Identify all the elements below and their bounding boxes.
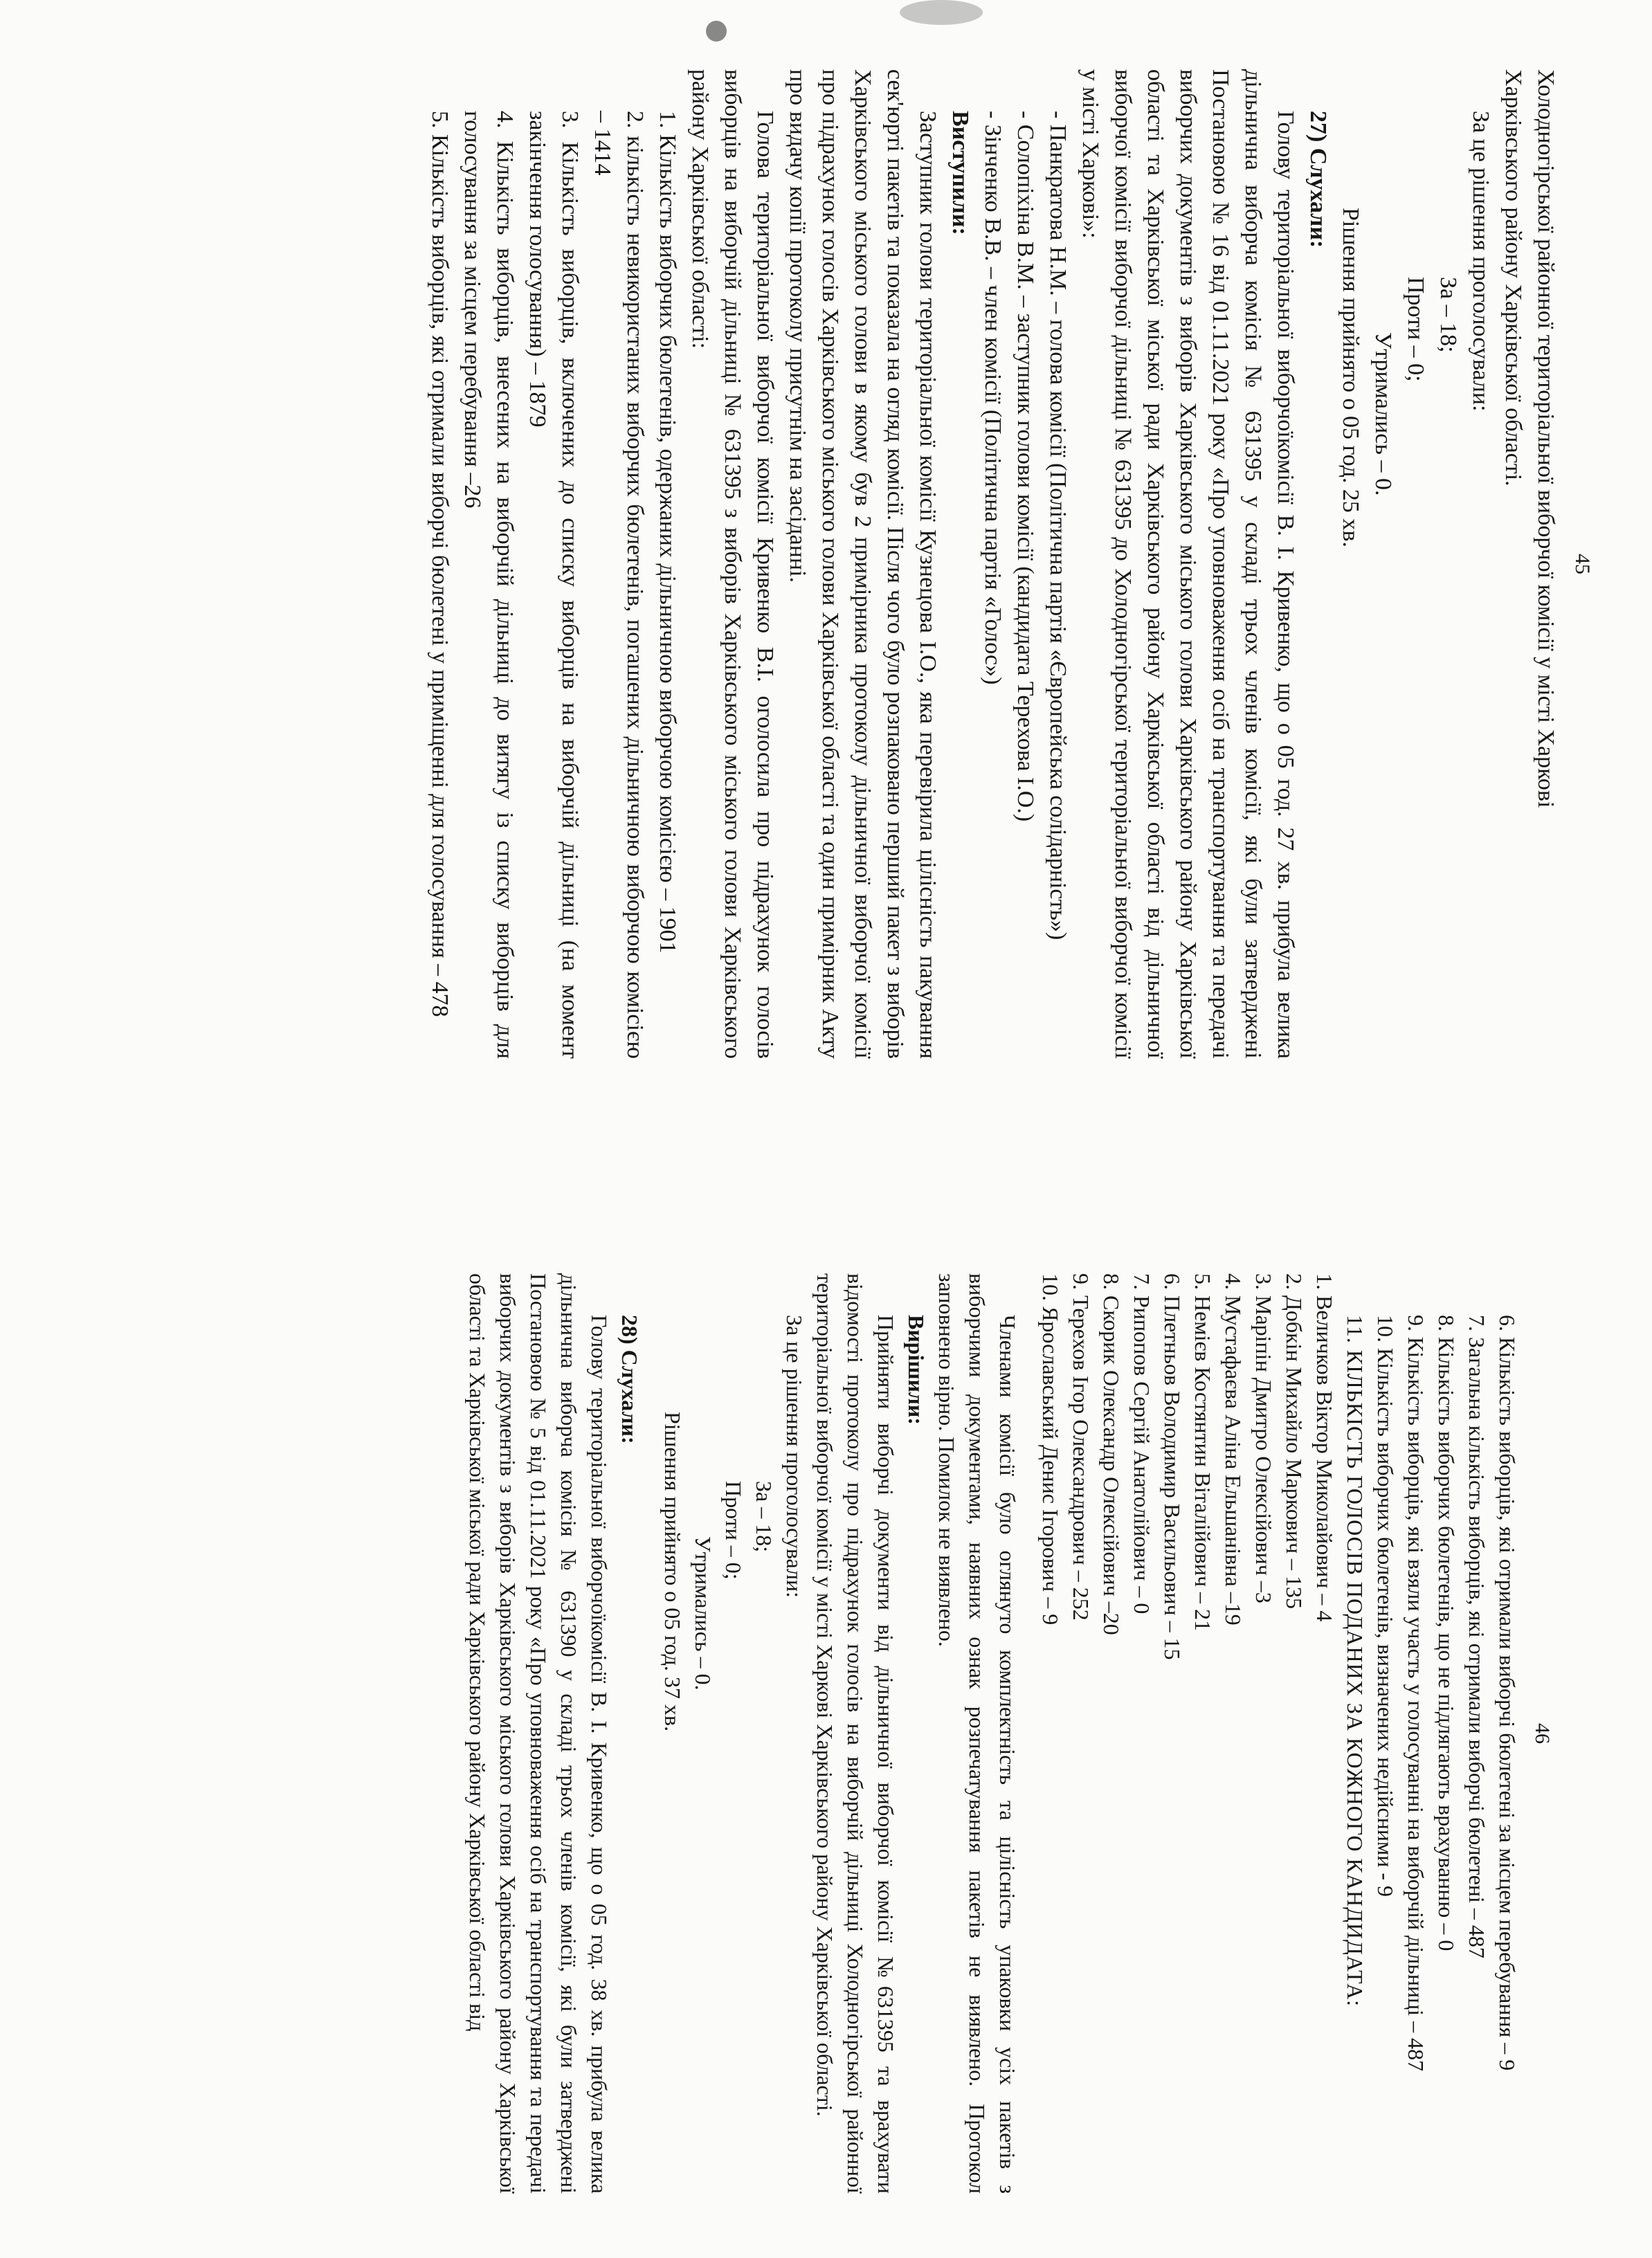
candidate-item: 7. Рипопов Сергій Анатолійович – 0 [1129, 1273, 1154, 1614]
page-number: 46 [1531, 1723, 1554, 1744]
candidate-item: 6. Плетньов Володимир Васильович – 15 [1160, 1273, 1185, 1660]
candidate-item: 8. Скорик Олександр Олексійович –20 [1099, 1273, 1124, 1635]
item-28-heading: 28) Слухали: [617, 1315, 642, 1444]
candidate-item: 10. Ярославський Денис Ігорович – 9 [1038, 1273, 1063, 1626]
stat-item: 10. Кількість виборчих бюлетенів, визначених недійсними - 9 [1373, 1315, 1398, 1897]
page-46 [462, 1273, 1557, 2194]
scan-artifact-mark [706, 21, 727, 42]
spoke-heading: Виступили: [947, 111, 973, 235]
commission-member: - Панкратова Н.М. – голова комісії (Політична партія «Європейська солідарність») [1045, 111, 1071, 940]
scan-artifact-mark [900, 0, 983, 25]
spoke-text: Заступник голови територіальної комісії Кузнецова І.О., яка перевірила цілісність пакування сек'юрті пакетів та показала на огляд комісії. Після чого було розпаковано перший пакет з виборів Харківського міського голови в якому був 2 примірника протоколу дільничної виборчої комісії про підрахунок голосів Харківського міського голови Харківської області та один примірник Акту про видачу копії протоколу присутнім на засіданні. [785, 69, 941, 1059]
members-check-text: Членами комісії було оглянуто комплектність та цілісність упаковки усіх пакетів з виборчими документами, наявних ознак розпечатування пакетів не виявлено. Протокол заповнено вірно. Помилок не виявлено. [934, 1273, 1020, 2194]
decided-heading: Вирішили: [904, 1315, 929, 1425]
page-number: 45 [1571, 554, 1594, 574]
page-45 [424, 69, 1599, 1059]
decision-time: Рішення прийнято о 05 год. 25 хв. [1338, 208, 1363, 547]
intro-line: Харківського району Харківської області. [1500, 69, 1526, 486]
candidate-list [1035, 1273, 1340, 2194]
decided-text: Прийняти виборчі документи від дільничної виборчої комісії №631395 та врахувати відомості протоколу про підрахунок голосів на виборчій дільниці Холодногірської районної територіальної виборчої комісії у місті Харкові Харківського району Харківської області. [813, 1273, 898, 2194]
candidate-item: 3. Маріпін Дмитро Олексійович –3 [1251, 1273, 1276, 1603]
item-27-heading: 27) Слухали: [1305, 111, 1331, 248]
item-27-text: Голову територіальної виборчоїкомісії В. І. Кривенко, що о 05 год. 27 хв. прибула велика дільнична виборча комісія № 631395 у складі трьох членів комісії, які були затверджені Постановою № 16 від 01.11.2021 року «Про уповноваження осіб на транспортування та передачі виборчих документів з виборів Харківського міського голови Харківського району Харківської області та Харківської міської ради Харківського району Харківської області від дільничної виборчої комісії виборчої дільниці № 631395 до Холодногірської територіальної виборчої комісії у місті Харкові»: [1078, 69, 1298, 1059]
chair-text: Голова територіальної виборчої комісії Кривенко В.І. оголосила про підрахунок голосів виборців на виборчій дільниці № 631395 з виборів Харківського міського голови Харківського району Харківської області: [687, 69, 778, 1059]
stat-item: 6. Кількість виборців, які отримали виборчі бюлетені за місцем перебування – 9 [1495, 1315, 1520, 2071]
stat-item: 3. Кількість виборців, включених до списку виборців на виборчій дільниці (на момент закінчення голосування) – 1879 [525, 111, 583, 1059]
votes-abstained: Утримались – 0. [1370, 332, 1396, 496]
votes-against: Проти – 0; [721, 1481, 746, 1580]
stat-item: 9. Кількість виборців, які взяли участь у голосуванні на виборчій дільниці – 487 [1404, 1315, 1428, 2072]
voted-label: За це рішення проголосували: [782, 1315, 807, 1598]
candidate-item: 4. Мустафаєва Аліна Ельшанівна –19 [1221, 1273, 1246, 1626]
votes-against: Проти – 0; [1403, 277, 1428, 382]
candidates-heading: 11. КІЛЬКІСТЬ ГОЛОСІВ ПОДАНИХ ЗА КОЖНОГО КАНДИДАТА: [1343, 1315, 1368, 2007]
item-28-text: Голову територіальної виборчоїкомісії В. І. Кривенко, що о 05 год. 38 хв. прибула велика дільнична виборча комісія № 631390 у складі трьох членів комісії, які були затверджені Постановою № 5 від 01.11.2021 року «Про уповноваження осіб на транспортування та передачі виборчих документів з виборів Харківського міського голови Харківського району Харківської області та Харківської міської ради Харківського району Харківської області від [465, 1273, 612, 2194]
stat-item: 2. кількість невикористаних виборчих бюлетенів, погашених дільничною виборчою комісією – 1414 [590, 111, 648, 1059]
candidate-item: 2. Добкін Михайло Маркович – 135 [1282, 1273, 1307, 1610]
votes-for: За – 18; [752, 1481, 777, 1553]
candidate-item: 1. Величков Віктор Миколайович – 4 [1312, 1273, 1337, 1622]
stat-item: 8. Кількість виборчих бюлетенів, що не підлягають врахуванню – 0 [1434, 1315, 1459, 1951]
candidate-item: 5. Немієв Костянтин Віталійович – 21 [1190, 1273, 1215, 1632]
intro-line: Холодногірської районної територіальної виборчої комісії у місті Харкові [1533, 69, 1559, 808]
decision-time: Рішення прийнято о 05 год. 37 хв. [660, 1412, 685, 1732]
commission-member: - Солопіхіна В.М. – заступник голови комісії (кандидата Терехова І.О.) [1013, 111, 1038, 822]
stat-item: 7. Загальна кількість виборців, які отримали виборчі бюлетені – 487 [1464, 1315, 1489, 1958]
candidate-item: 9. Терехов Ігор Олександрович – 252 [1069, 1273, 1093, 1621]
voted-label: За це рішення проголосували: [1468, 111, 1494, 412]
votes-abstained: Утримались – 0. [691, 1536, 716, 1691]
stat-item: 5. Кількість виборців, які отримали виборчі бюлетені у приміщенні для голосування – 478 [427, 111, 453, 1017]
votes-for: За – 18; [1435, 277, 1461, 353]
stat-item: 4. Кількість виборців, внесених на виборчій дільниці до витягу із списку виборців для голосування за місцем перебування –26 [460, 111, 518, 1059]
commission-member: - Зінченко В.В. – член комісії (Політична партія «Голос») [980, 111, 1006, 685]
stat-item: 1. Кількість виборчих бюлетенів, одержаних дільничною виборчою комісією – 1901 [655, 111, 680, 954]
